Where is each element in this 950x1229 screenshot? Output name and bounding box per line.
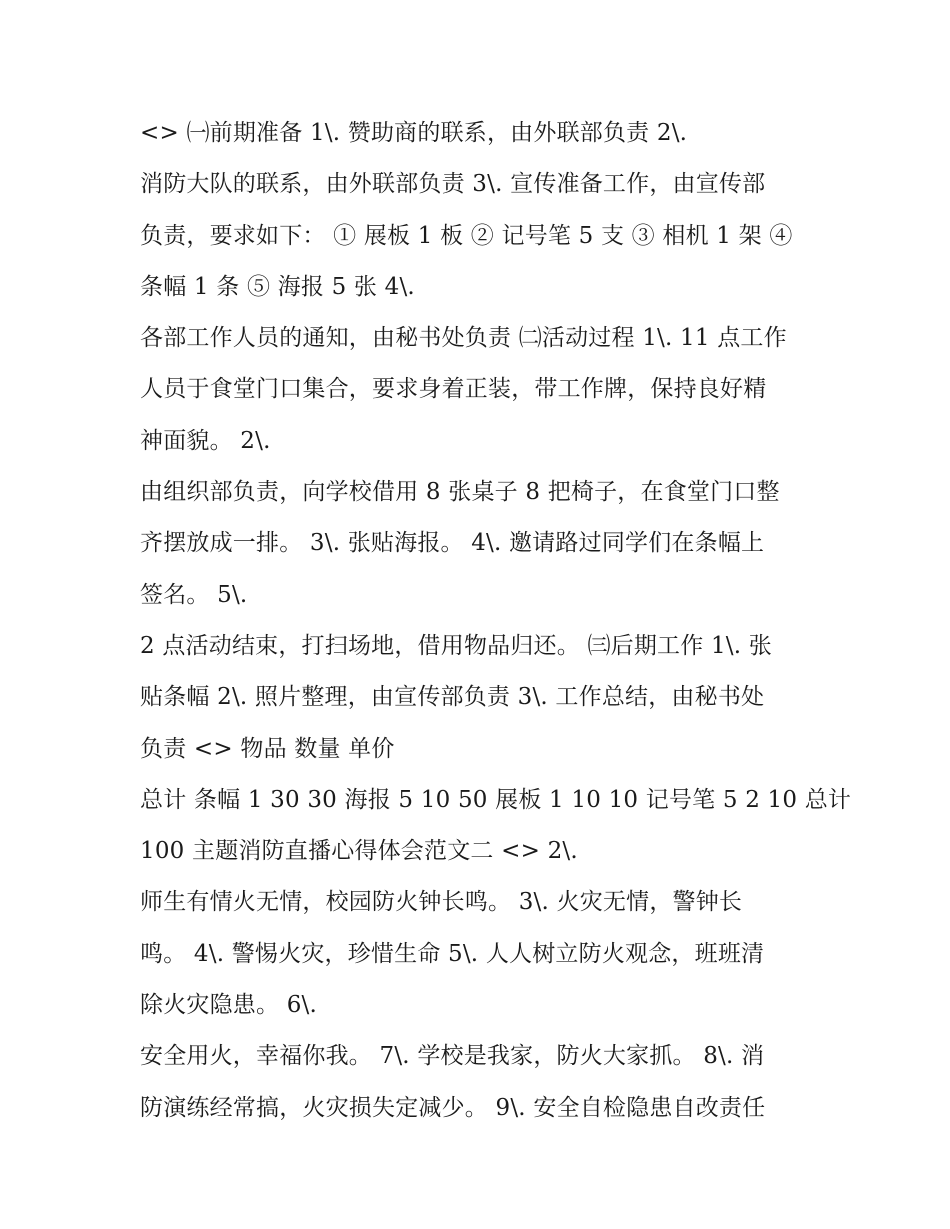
text-line-2: 消防大队的联系，由外联部负责 3\. 宣传准备工作，由宣传部 bbox=[140, 171, 766, 198]
text-line-13: 负责 <> 物品 数量 单价 bbox=[140, 735, 395, 762]
text-line-9: 齐摆放成一排。 3\. 张贴海报。 4\. 邀请路过同学们在条幅上 bbox=[140, 530, 765, 557]
document-body bbox=[140, 108, 852, 1134]
text-line-19: 安全用火，幸福你我。 7\. 学校是我家，防火大家抓。 8\. 消 bbox=[140, 1043, 765, 1070]
text-line-6: 人员于食堂门口集合，要求身着正装，带工作牌，保持良好精 bbox=[140, 376, 767, 403]
text-line-5: 各部工作人员的通知，由秘书处负责 ㈡活动过程 1\. 11 点工作 bbox=[140, 325, 787, 352]
text-line-15: 100 主题消防直播心得体会范文二 <> 2\. bbox=[140, 838, 578, 865]
text-line-1: <> ㈠前期准备 1\. 赞助商的联系，由外联部负责 2\. bbox=[140, 120, 688, 146]
text-line-18: 除火灾隐患。 6\. bbox=[140, 992, 318, 1019]
text-line-20: 防演练经常搞，火灾损失定减少。 9\. 安全自检隐患自改责任 bbox=[140, 1094, 766, 1121]
text-line-17: 鸣。 4\. 警惕火灾，珍惜生命 5\. 人人树立防火观念，班班清 bbox=[140, 940, 765, 967]
text-line-11: 2 点活动结束，打扫场地，借用物品归还。 ㈢后期工作 1\. 张 bbox=[140, 632, 772, 659]
text-line-14: 总计 条幅 1 30 30 海报 5 10 50 展板 1 10 10 记号笔 5 2 10 总计 bbox=[140, 786, 852, 813]
text-line-10: 签名。 5\. bbox=[140, 581, 248, 608]
text-line-3: 负责，要求如下： ① 展板 1 板 ② 记号笔 5 支 ③ 相机 1 架 ④ bbox=[140, 222, 793, 249]
text-line-12: 贴条幅 2\. 照片整理，由宣传部负责 3\. 工作总结，由秘书处 bbox=[140, 684, 765, 711]
text-line-7: 神面貌。 2\. bbox=[140, 427, 271, 454]
text-line-4: 条幅 1 条 ⑤ 海报 5 张 4\. bbox=[140, 273, 415, 300]
text-line-16: 师生有情火无情，校园防火钟长鸣。 3\. 火灾无情，警钟长 bbox=[140, 889, 743, 916]
text-line-8: 由组织部负责，向学校借用 8 张桌子 8 把椅子，在食堂门口整 bbox=[140, 479, 780, 506]
